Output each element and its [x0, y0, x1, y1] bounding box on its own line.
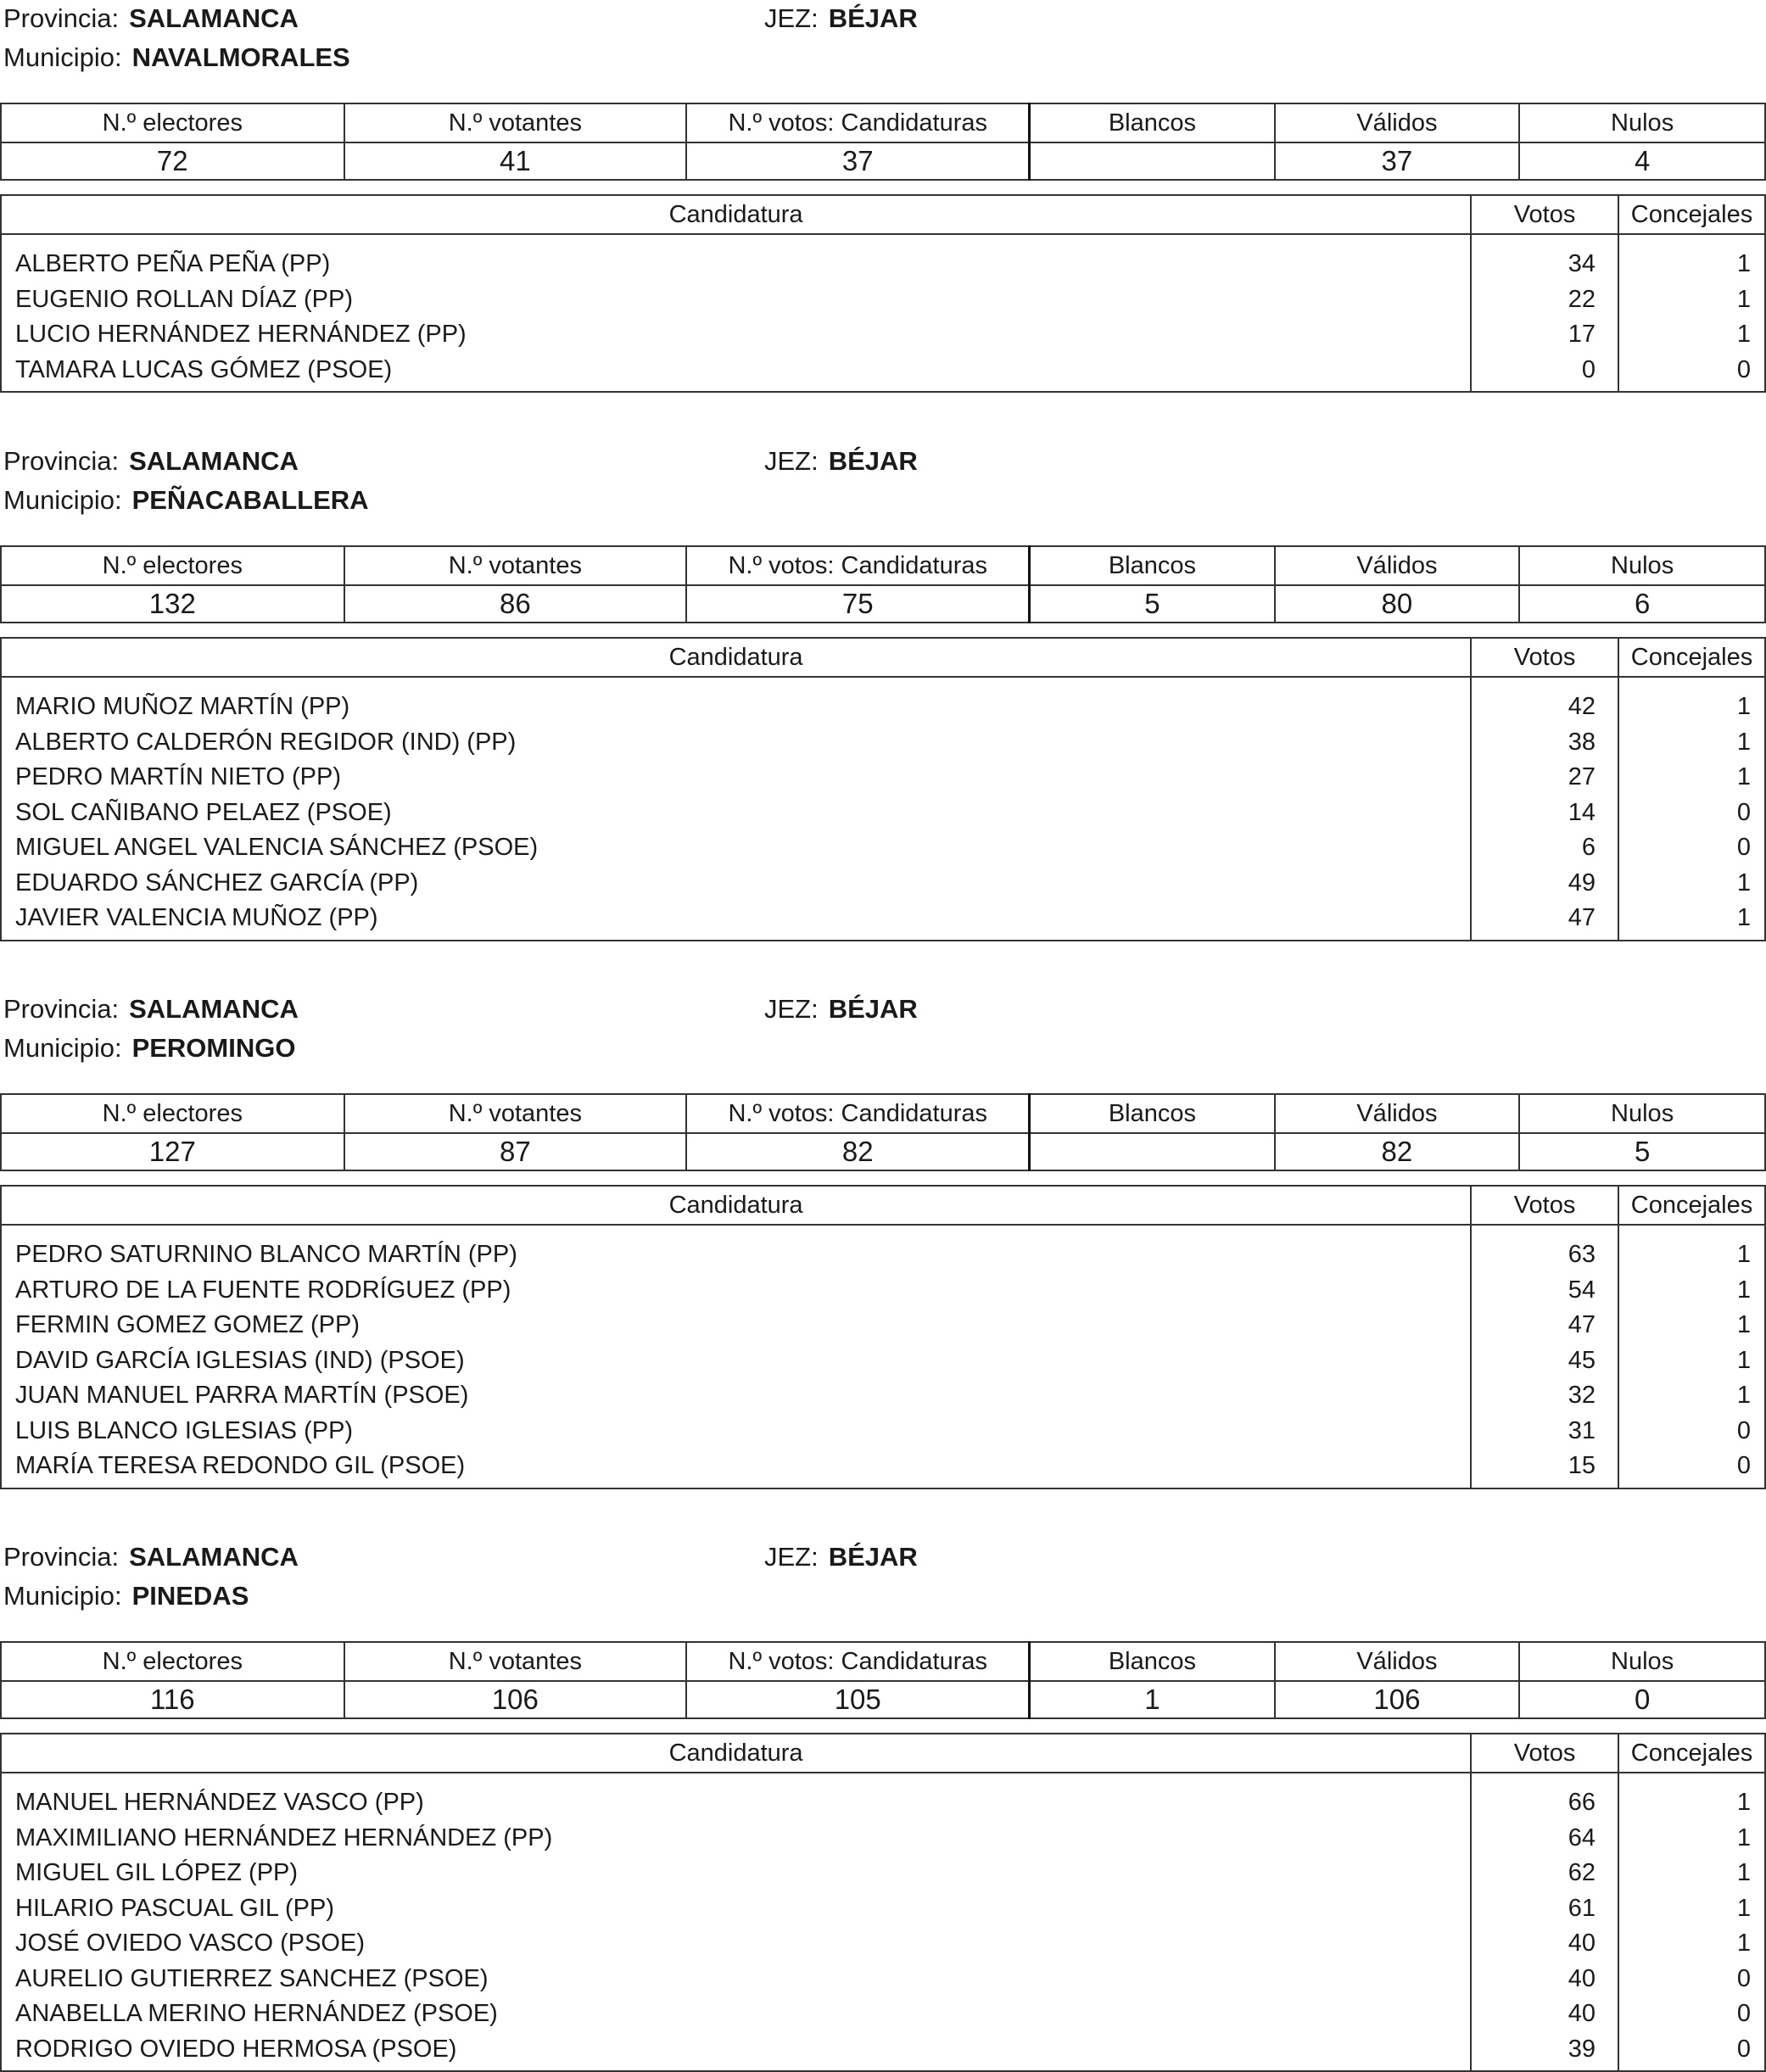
candidates-header-row: [1, 195, 1765, 234]
candidate-name: EDUARDO SÁNCHEZ GARCÍA (PP): [1, 866, 1471, 902]
candidate-row: [1, 282, 1765, 318]
candidate-row: [1, 1414, 1765, 1449]
provincia-value: SALAMANCA: [129, 446, 299, 476]
candidate-row: [1, 353, 1765, 393]
validos-value: 80: [1275, 585, 1520, 623]
provincia-line: [3, 2, 299, 36]
candidate-row: [1, 1891, 1765, 1927]
municipio-value: PEROMINGO: [131, 1033, 296, 1063]
candidate-votos: 47: [1471, 901, 1618, 941]
jez-label: JEZ:: [764, 1542, 819, 1572]
candidate-concejales: 1: [1618, 1926, 1765, 1962]
validos-value: 106: [1275, 1681, 1520, 1718]
provincia-value: SALAMANCA: [129, 994, 299, 1024]
electores-header: N.º electores: [1, 103, 344, 142]
candidate-name: SOL CAÑIBANO PELAEZ (PSOE): [1, 796, 1471, 831]
votantes-value: 86: [344, 585, 687, 623]
candidate-name: PEDRO SATURNINO BLANCO MARTÍN (PP): [1, 1225, 1471, 1273]
provincia-line: [3, 992, 299, 1026]
municipio-value: NAVALMORALES: [131, 42, 350, 72]
candidate-concejales: 0: [1618, 2032, 1765, 2072]
candidate-votos: 45: [1471, 1343, 1618, 1379]
municipio-value: PEÑACABALLERA: [131, 485, 369, 515]
municipio-line: [3, 1031, 295, 1065]
provincia-line: [3, 444, 299, 478]
candidate-name: HILARIO PASCUAL GIL (PP): [1, 1891, 1471, 1927]
jez-line: [764, 992, 918, 1026]
blancos-header: Blancos: [1030, 1094, 1275, 1133]
jez-line: [764, 1540, 918, 1574]
candidate-votos: 42: [1471, 677, 1618, 725]
votos-candidaturas-header: N.º votos: Candidaturas: [686, 546, 1030, 585]
electores-header: N.º electores: [1, 1094, 344, 1133]
candidate-concejales: 1: [1618, 866, 1765, 902]
votantes-header: N.º votantes: [344, 103, 687, 142]
votantes-value: 106: [344, 1681, 687, 1718]
candidate-concejales: 1: [1618, 317, 1765, 353]
blancos-value: [1030, 1133, 1275, 1170]
candidate-votos: 32: [1471, 1378, 1618, 1414]
summary-values-row: [1, 585, 1765, 623]
candidate-row: [1, 1378, 1765, 1414]
candidate-concejales: 1: [1618, 1891, 1765, 1927]
blancos-value: 1: [1030, 1681, 1275, 1718]
candidate-votos: 34: [1471, 234, 1618, 282]
summary-table: [0, 1641, 1766, 1719]
votantes-header: N.º votantes: [344, 1094, 687, 1133]
summary-header-row: [1, 103, 1765, 142]
candidate-name: JUAN MANUEL PARRA MARTÍN (PSOE): [1, 1378, 1471, 1414]
nulos-value: 6: [1519, 585, 1765, 623]
candidate-row: [1, 234, 1765, 282]
candidate-name: PEDRO MARTÍN NIETO (PP): [1, 760, 1471, 796]
candidates-header-row: [1, 638, 1765, 677]
votantes-header: N.º votantes: [344, 546, 687, 585]
candidate-concejales: 1: [1618, 1856, 1765, 1891]
jez-value: BÉJAR: [828, 1542, 918, 1572]
nulos-value: 5: [1519, 1133, 1765, 1170]
provincia-label: Provincia:: [3, 3, 120, 33]
municipio-label: Municipio:: [3, 485, 122, 515]
votos-candidaturas-value: 105: [686, 1681, 1030, 1718]
candidate-concejales: 1: [1618, 1308, 1765, 1343]
electores-value: 116: [1, 1681, 344, 1718]
candidate-concejales: 1: [1618, 677, 1765, 725]
validos-header: Válidos: [1275, 1642, 1520, 1681]
jez-label: JEZ:: [764, 446, 819, 476]
candidates-table: [0, 637, 1766, 941]
votos-header: Votos: [1471, 1186, 1618, 1225]
candidate-concejales: 0: [1618, 353, 1765, 393]
candidate-name: MAXIMILIANO HERNÁNDEZ HERNÁNDEZ (PP): [1, 1821, 1471, 1857]
municipio-line: [3, 41, 350, 75]
candidate-row: [1, 677, 1765, 725]
votos-candidaturas-header: N.º votos: Candidaturas: [686, 103, 1030, 142]
candidate-row: [1, 1821, 1765, 1857]
candidatura-header: Candidatura: [1, 195, 1471, 234]
candidate-name: FERMIN GOMEZ GOMEZ (PP): [1, 1308, 1471, 1343]
votos-candidaturas-value: 37: [686, 142, 1030, 180]
candidate-name: JAVIER VALENCIA MUÑOZ (PP): [1, 901, 1471, 941]
candidate-concejales: 1: [1618, 901, 1765, 941]
candidate-concejales: 0: [1618, 796, 1765, 831]
candidate-name: MIGUEL ANGEL VALENCIA SÁNCHEZ (PSOE): [1, 830, 1471, 866]
candidate-votos: 62: [1471, 1856, 1618, 1891]
candidates-table: [0, 1733, 1766, 2072]
municipio-label: Municipio:: [3, 1033, 122, 1063]
provincia-label: Provincia:: [3, 1542, 120, 1572]
candidate-name: MANUEL HERNÁNDEZ VASCO (PP): [1, 1773, 1471, 1821]
candidate-name: MARÍA TERESA REDONDO GIL (PSOE): [1, 1449, 1471, 1488]
municipio-line: [3, 1579, 249, 1613]
votantes-value: 87: [344, 1133, 687, 1170]
candidate-votos: 61: [1471, 1891, 1618, 1927]
municipio-label: Municipio:: [3, 42, 122, 72]
candidate-concejales: 1: [1618, 725, 1765, 761]
validos-value: 37: [1275, 142, 1520, 180]
candidate-name: ALBERTO CALDERÓN REGIDOR (IND) (PP): [1, 725, 1471, 761]
candidate-votos: 27: [1471, 760, 1618, 796]
jez-label: JEZ:: [764, 994, 819, 1024]
nulos-header: Nulos: [1519, 103, 1765, 142]
candidate-row: [1, 1962, 1765, 1997]
candidatura-header: Candidatura: [1, 1186, 1471, 1225]
provincia-label: Provincia:: [3, 994, 120, 1024]
candidate-name: EUGENIO ROLLAN DÍAZ (PP): [1, 282, 1471, 318]
candidates-header-row: [1, 1734, 1765, 1773]
candidate-row: [1, 1225, 1765, 1273]
candidate-votos: 15: [1471, 1449, 1618, 1488]
concejales-header: Concejales: [1618, 1734, 1765, 1773]
concejales-header: Concejales: [1618, 195, 1765, 234]
summary-table: [0, 1093, 1766, 1171]
candidate-name: TAMARA LUCAS GÓMEZ (PSOE): [1, 353, 1471, 393]
electores-value: 127: [1, 1133, 344, 1170]
candidate-concejales: 1: [1618, 1343, 1765, 1379]
electores-value: 72: [1, 142, 344, 180]
candidate-name: ARTURO DE LA FUENTE RODRÍGUEZ (PP): [1, 1273, 1471, 1309]
nulos-value: 0: [1519, 1681, 1765, 1718]
validos-header: Válidos: [1275, 1094, 1520, 1133]
candidate-name: MIGUEL GIL LÓPEZ (PP): [1, 1856, 1471, 1891]
candidate-votos: 63: [1471, 1225, 1618, 1273]
candidate-concejales: 1: [1618, 760, 1765, 796]
candidatura-header: Candidatura: [1, 638, 1471, 677]
nulos-value: 4: [1519, 142, 1765, 180]
summary-values-row: [1, 1133, 1765, 1170]
candidate-votos: 17: [1471, 317, 1618, 353]
municipio-line: [3, 483, 369, 517]
candidate-concejales: 1: [1618, 282, 1765, 318]
candidate-votos: 49: [1471, 866, 1618, 902]
candidate-votos: 6: [1471, 830, 1618, 866]
candidate-votos: 47: [1471, 1308, 1618, 1343]
jez-value: BÉJAR: [828, 446, 918, 476]
candidate-row: [1, 866, 1765, 902]
blancos-header: Blancos: [1030, 103, 1275, 142]
electores-value: 132: [1, 585, 344, 623]
candidate-row: [1, 901, 1765, 941]
candidates-header-row: [1, 1186, 1765, 1225]
candidate-concejales: 1: [1618, 1273, 1765, 1309]
votos-candidaturas-value: 82: [686, 1133, 1030, 1170]
blancos-value: 5: [1030, 585, 1275, 623]
candidate-name: MARIO MUÑOZ MARTÍN (PP): [1, 677, 1471, 725]
provincia-line: [3, 1540, 299, 1574]
jez-value: BÉJAR: [828, 3, 918, 33]
votantes-header: N.º votantes: [344, 1642, 687, 1681]
candidate-row: [1, 1926, 1765, 1962]
candidate-name: JOSÉ OVIEDO VASCO (PSOE): [1, 1926, 1471, 1962]
votos-candidaturas-value: 75: [686, 585, 1030, 623]
candidate-concejales: 1: [1618, 1821, 1765, 1857]
jez-label: JEZ:: [764, 3, 819, 33]
candidate-row: [1, 796, 1765, 831]
blancos-header: Blancos: [1030, 1642, 1275, 1681]
blancos-value: [1030, 142, 1275, 180]
candidate-row: [1, 2032, 1765, 2072]
nulos-header: Nulos: [1519, 1642, 1765, 1681]
candidate-name: AURELIO GUTIERREZ SANCHEZ (PSOE): [1, 1962, 1471, 1997]
summary-header-row: [1, 546, 1765, 585]
candidate-concejales: 0: [1618, 1449, 1765, 1488]
candidate-row: [1, 1273, 1765, 1309]
votos-header: Votos: [1471, 1734, 1618, 1773]
municipio-value: PINEDAS: [131, 1581, 249, 1611]
votos-candidaturas-header: N.º votos: Candidaturas: [686, 1642, 1030, 1681]
candidate-votos: 40: [1471, 1926, 1618, 1962]
candidate-concejales: 0: [1618, 1997, 1765, 2032]
candidate-votos: 64: [1471, 1821, 1618, 1857]
candidate-concejales: 1: [1618, 1225, 1765, 1273]
candidate-row: [1, 1997, 1765, 2032]
candidate-concejales: 0: [1618, 1962, 1765, 1997]
candidate-votos: 0: [1471, 353, 1618, 393]
validos-header: Válidos: [1275, 546, 1520, 585]
candidatura-header: Candidatura: [1, 1734, 1471, 1773]
candidate-row: [1, 725, 1765, 761]
candidate-row: [1, 830, 1765, 866]
candidate-name: LUCIO HERNÁNDEZ HERNÁNDEZ (PP): [1, 317, 1471, 353]
candidate-votos: 66: [1471, 1773, 1618, 1821]
votos-header: Votos: [1471, 195, 1618, 234]
candidate-votos: 14: [1471, 796, 1618, 831]
nulos-header: Nulos: [1519, 546, 1765, 585]
jez-line: [764, 2, 918, 36]
summary-header-row: [1, 1642, 1765, 1681]
jez-line: [764, 444, 918, 478]
nulos-header: Nulos: [1519, 1094, 1765, 1133]
blancos-header: Blancos: [1030, 546, 1275, 585]
votos-candidaturas-header: N.º votos: Candidaturas: [686, 1094, 1030, 1133]
concejales-header: Concejales: [1618, 638, 1765, 677]
votos-header: Votos: [1471, 638, 1618, 677]
candidate-row: [1, 760, 1765, 796]
summary-table: [0, 103, 1766, 181]
provincia-value: SALAMANCA: [129, 1542, 299, 1572]
provincia-label: Provincia:: [3, 446, 120, 476]
candidate-row: [1, 1449, 1765, 1488]
municipio-label: Municipio:: [3, 1581, 122, 1611]
electores-header: N.º electores: [1, 546, 344, 585]
candidate-name: LUIS BLANCO IGLESIAS (PP): [1, 1414, 1471, 1449]
candidate-votos: 22: [1471, 282, 1618, 318]
summary-table: [0, 545, 1766, 623]
validos-header: Válidos: [1275, 103, 1520, 142]
candidate-row: [1, 1856, 1765, 1891]
candidate-votos: 38: [1471, 725, 1618, 761]
candidate-name: ANABELLA MERINO HERNÁNDEZ (PSOE): [1, 1997, 1471, 2032]
candidate-row: [1, 1773, 1765, 1821]
summary-values-row: [1, 1681, 1765, 1718]
electores-header: N.º electores: [1, 1642, 344, 1681]
candidate-votos: 39: [1471, 2032, 1618, 2072]
votantes-value: 41: [344, 142, 687, 180]
candidate-name: ALBERTO PEÑA PEÑA (PP): [1, 234, 1471, 282]
validos-value: 82: [1275, 1133, 1520, 1170]
candidate-concejales: 0: [1618, 830, 1765, 866]
candidate-votos: 31: [1471, 1414, 1618, 1449]
candidates-table: [0, 194, 1766, 393]
candidate-votos: 40: [1471, 1997, 1618, 2032]
candidate-name: RODRIGO OVIEDO HERMOSA (PSOE): [1, 2032, 1471, 2072]
candidate-row: [1, 1308, 1765, 1343]
candidate-concejales: 0: [1618, 1414, 1765, 1449]
candidate-concejales: 1: [1618, 234, 1765, 282]
summary-values-row: [1, 142, 1765, 180]
candidate-concejales: 1: [1618, 1378, 1765, 1414]
summary-header-row: [1, 1094, 1765, 1133]
jez-value: BÉJAR: [828, 994, 918, 1024]
candidate-name: DAVID GARCÍA IGLESIAS (IND) (PSOE): [1, 1343, 1471, 1379]
candidate-concejales: 1: [1618, 1773, 1765, 1821]
provincia-value: SALAMANCA: [129, 3, 299, 33]
concejales-header: Concejales: [1618, 1186, 1765, 1225]
candidate-votos: 40: [1471, 1962, 1618, 1997]
candidate-row: [1, 317, 1765, 353]
candidate-votos: 54: [1471, 1273, 1618, 1309]
candidates-table: [0, 1185, 1766, 1489]
candidate-row: [1, 1343, 1765, 1379]
